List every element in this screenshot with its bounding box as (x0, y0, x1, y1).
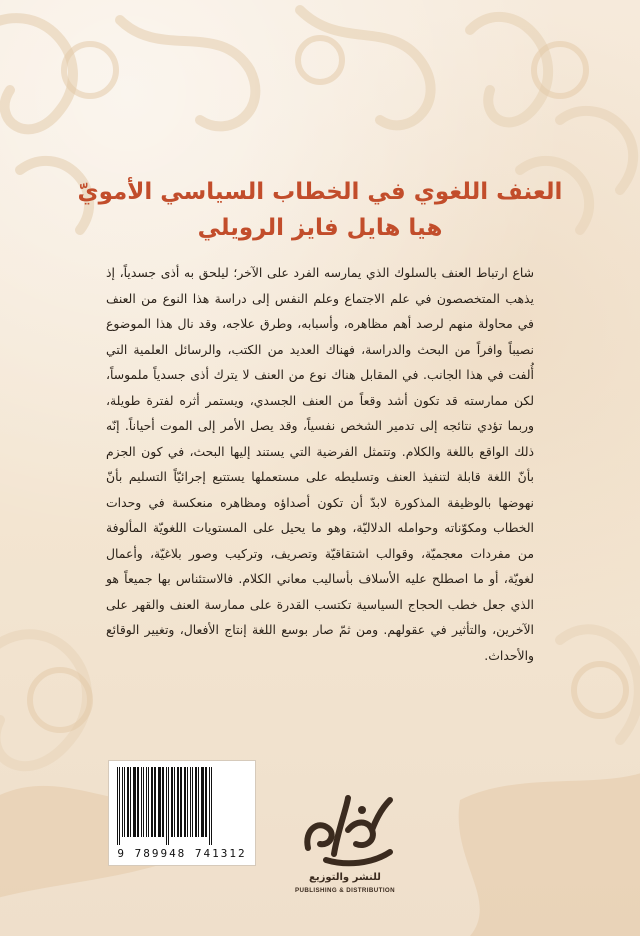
barcode-bar (122, 767, 123, 837)
barcode-bar (211, 767, 212, 845)
barcode-bar (137, 767, 139, 837)
author-name: هيا هايل فايز الرويلي (197, 214, 443, 241)
barcode-bar (117, 767, 118, 845)
barcode-bar (201, 767, 204, 837)
barcode-bar (209, 767, 210, 845)
barcode-bar (119, 767, 120, 845)
barcode-bar (198, 767, 199, 837)
barcode-bar (166, 767, 167, 845)
barcode-bar (171, 767, 173, 837)
barcode-bar (162, 767, 164, 837)
barcode-bar (127, 767, 129, 837)
title-block (70, 178, 570, 244)
barcode-bar (154, 767, 156, 837)
barcode-bar (192, 767, 193, 837)
barcode-bar (124, 767, 125, 837)
book-title: العنف اللغوي في الخطاب السياسي الأمويّ (77, 179, 563, 205)
barcode-bar (187, 767, 188, 837)
publisher-name-arabic: للنشر والتوزيع (309, 872, 381, 883)
barcode-bar (141, 767, 142, 837)
barcode-bar (143, 767, 144, 837)
barcode-bar (151, 767, 153, 837)
barcode-bar (168, 767, 169, 845)
barcode-bar (177, 767, 179, 837)
barcode-bar (190, 767, 191, 837)
barcode-bar (184, 767, 186, 837)
blurb-paragraph: شاع ارتباط العنف بالسلوك الذي يمارسه الفرد على الآخر؛ ليلحق به أذى جسدياً، إذ يذهب المتخصصون في علم الاجتماع وعلم النفس إلى دراسة هذا النوع من العنف في محاولة منهم لرصد أهم مظاهره، وأسبابه، وطرق علاجه، وقد نال هذا الموضوع نصيباً وافراً من البحث والدراسة، فهناك العديد من الكتب، والرسائل العلمية التي أُلفت في هذا الجانب. في المقابل هناك نوع من العنف لا يترك أذى جسدياً ملموساً، لكن ممارسته قد تكون أشد وقعاً من العنف الجسدي، ويستمر أثره لفترة طويلة، وربما تؤدي نتائجه إلى تدمير الشخص نفسياً، وقد يصل الأمر إلى الموت أحياناً. إنّه ذلك الواقع باللغة والكلام. وتتمثل الفرضية التي يستند إليها البحث، في كون الجزم بأنّ اللغة قابلة لتنفيذ العنف وتسليطه على مستعملها يستتبع إجرائيّاً التسليم بأنّ نهوضها بالوظيفة المذكورة لابدّ أن تكون أصداؤه ومظاهره منعكسة في وحدات الخطاب ومكوّناته وحوامله الدلاليّة، وهو ما يحيل على المستويات اللغويّة المألوفة من مفردات معجميّة، وقوالب اشتقاقيّة وتصريف، وتركيب وصور بلاغيّة، وأعمال لغويّة، أو ما اصطلح عليه الأسلاف بأساليب معاني الكلام. فالاستئناس بها جميعاً هو الذي جعل خطب الحجاج السياسية تكتسب القدرة على ممارسة العنف والقهر على الآخرين، والتأثير في عقولهم. ومن ثمّ صار بوسع اللغة إنتاج الأفعال، وتغيير الوقائع والأحداث. (106, 265, 534, 663)
barcode-bar (174, 767, 175, 837)
publisher-calligraphy-logo-icon (286, 790, 406, 870)
barcode-icon (115, 767, 249, 845)
publisher-name-english: PUBLISHING & DISTRIBUTION (294, 887, 396, 894)
barcode-bar (133, 767, 136, 837)
isbn-barcode (108, 760, 256, 866)
isbn-number: 9 789948 741312 (117, 847, 247, 860)
barcode-bar (205, 767, 207, 837)
barcode-bar (158, 767, 161, 837)
barcode-bar (130, 767, 131, 837)
barcode-bar (146, 767, 147, 837)
barcode-bar (148, 767, 149, 837)
barcode-bar (180, 767, 182, 837)
barcode-bar (195, 767, 197, 837)
